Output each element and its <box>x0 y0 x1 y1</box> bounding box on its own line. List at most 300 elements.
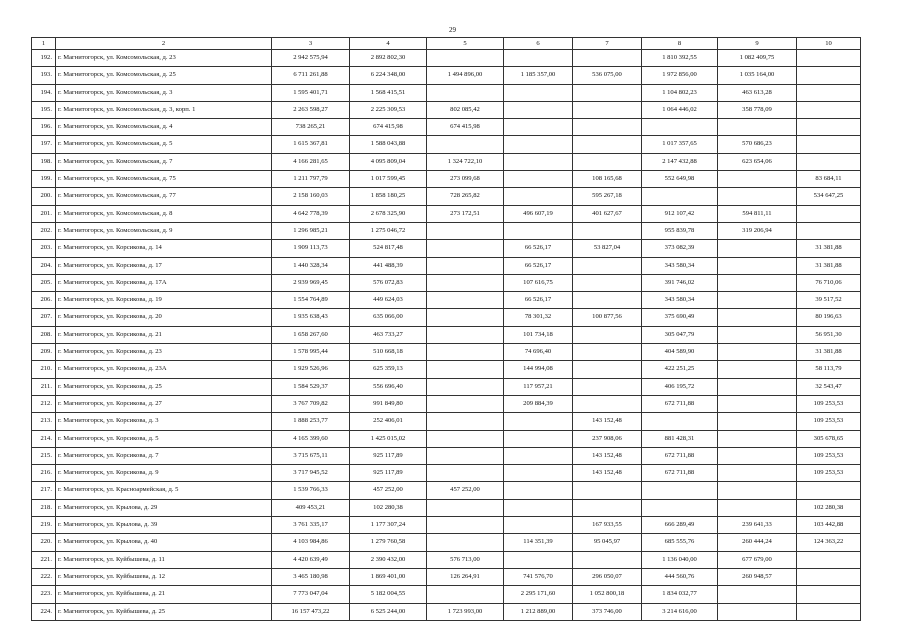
row-number-cell: 215. <box>32 447 56 464</box>
table-row <box>32 378 861 395</box>
table-row <box>32 171 861 188</box>
value-cell <box>427 274 504 291</box>
value-cell: 66 526,17 <box>504 257 573 274</box>
value-cell: 260 444,24 <box>718 534 797 551</box>
value-cell <box>427 344 504 361</box>
row-number-cell: 193. <box>32 67 56 84</box>
value-cell: 343 580,34 <box>642 257 718 274</box>
value-cell <box>427 257 504 274</box>
column-header-1: 1 <box>32 38 56 50</box>
value-cell <box>504 50 573 67</box>
address-cell: г. Магнитогорск, ул. Корсикова, д. 27 <box>56 395 272 412</box>
row-number-cell: 214. <box>32 430 56 447</box>
row-number-cell: 203. <box>32 240 56 257</box>
value-cell <box>427 361 504 378</box>
value-cell <box>797 222 861 239</box>
value-cell <box>504 430 573 447</box>
value-cell <box>718 378 797 395</box>
value-cell <box>718 292 797 309</box>
table-row <box>32 430 861 447</box>
value-cell <box>718 482 797 499</box>
value-cell <box>573 136 642 153</box>
value-cell: 1 296 985,21 <box>272 222 350 239</box>
table-row <box>32 205 861 222</box>
value-cell <box>797 84 861 101</box>
row-number-cell: 220. <box>32 534 56 551</box>
value-cell <box>573 378 642 395</box>
value-cell: 167 933,55 <box>573 517 642 534</box>
value-cell: 2 892 802,30 <box>350 50 427 67</box>
value-cell: 552 649,98 <box>642 171 718 188</box>
value-cell: 2 390 432,00 <box>350 551 427 568</box>
value-cell: 2 939 969,45 <box>272 274 350 291</box>
value-cell: 1 494 896,00 <box>427 67 504 84</box>
table-row <box>32 119 861 136</box>
value-cell <box>718 119 797 136</box>
value-cell <box>718 309 797 326</box>
value-cell <box>573 101 642 118</box>
value-cell: 80 196,63 <box>797 309 861 326</box>
value-cell: 31 381,88 <box>797 240 861 257</box>
value-cell: 74 696,40 <box>504 344 573 361</box>
value-cell: 401 627,67 <box>573 205 642 222</box>
address-cell: г. Магнитогорск, ул. Комсомольская, д. 5 <box>56 136 272 153</box>
value-cell: 117 957,21 <box>504 378 573 395</box>
table-row <box>32 50 861 67</box>
value-cell: 674 415,98 <box>427 119 504 136</box>
address-cell: г. Магнитогорск, ул. Куйбышева, д. 12 <box>56 568 272 585</box>
value-cell: 143 152,48 <box>573 465 642 482</box>
value-cell: 53 827,04 <box>573 240 642 257</box>
value-cell: 305 678,65 <box>797 430 861 447</box>
value-cell: 1 185 357,00 <box>504 67 573 84</box>
value-cell <box>718 274 797 291</box>
value-cell: 143 152,48 <box>573 413 642 430</box>
value-cell <box>718 603 797 620</box>
value-cell: 1 324 722,10 <box>427 153 504 170</box>
value-cell: 441 488,39 <box>350 257 427 274</box>
address-cell: г. Магнитогорск, ул. Комсомольская, д. 23 <box>56 50 272 67</box>
row-number-cell: 194. <box>32 84 56 101</box>
row-number-cell: 198. <box>32 153 56 170</box>
column-header-6: 6 <box>504 38 573 50</box>
table-row <box>32 222 861 239</box>
row-number-cell: 201. <box>32 205 56 222</box>
value-cell <box>504 465 573 482</box>
value-cell <box>427 50 504 67</box>
value-cell: 273 172,51 <box>427 205 504 222</box>
value-cell <box>504 188 573 205</box>
value-cell: 496 607,19 <box>504 205 573 222</box>
table-row <box>32 395 861 412</box>
column-header-4: 4 <box>350 38 427 50</box>
value-cell <box>573 551 642 568</box>
table-row <box>32 517 861 534</box>
value-cell <box>573 344 642 361</box>
value-cell <box>504 136 573 153</box>
value-cell: 1 595 401,71 <box>272 84 350 101</box>
address-cell: г. Магнитогорск, ул. Комсомольская, д. 8 <box>56 205 272 222</box>
value-cell: 4 642 778,39 <box>272 205 350 222</box>
value-cell <box>427 326 504 343</box>
value-cell: 319 206,94 <box>718 222 797 239</box>
value-cell: 576 713,00 <box>427 551 504 568</box>
value-cell: 457 252,00 <box>427 482 504 499</box>
value-cell: 1 017 599,45 <box>350 171 427 188</box>
table-row <box>32 136 861 153</box>
row-number-cell: 207. <box>32 309 56 326</box>
value-cell: 6 525 244,00 <box>350 603 427 620</box>
row-number-cell: 197. <box>32 136 56 153</box>
address-cell: г. Магнитогорск, ул. Комсомольская, д. 7 <box>56 153 272 170</box>
value-cell: 677 679,00 <box>718 551 797 568</box>
value-cell: 1 888 253,77 <box>272 413 350 430</box>
column-header-9: 9 <box>718 38 797 50</box>
table-row <box>32 84 861 101</box>
value-cell: 463 613,28 <box>718 84 797 101</box>
table-row <box>32 586 861 603</box>
value-cell <box>573 119 642 136</box>
value-cell: 1 584 529,37 <box>272 378 350 395</box>
address-cell: г. Магнитогорск, ул. Корсикова, д. 7 <box>56 447 272 464</box>
value-cell <box>573 499 642 516</box>
value-cell <box>427 84 504 101</box>
value-cell: 1 082 409,75 <box>718 50 797 67</box>
value-cell <box>573 395 642 412</box>
column-header-3: 3 <box>272 38 350 50</box>
row-number-cell: 221. <box>32 551 56 568</box>
value-cell <box>504 517 573 534</box>
value-cell: 2 295 171,60 <box>504 586 573 603</box>
value-cell: 83 684,11 <box>797 171 861 188</box>
address-cell: г. Магнитогорск, ул. Комсомольская, д. 75 <box>56 171 272 188</box>
value-cell: 1 568 415,51 <box>350 84 427 101</box>
value-cell: 6 711 261,88 <box>272 67 350 84</box>
table-row <box>32 413 861 430</box>
value-cell: 102 280,38 <box>350 499 427 516</box>
table-row <box>32 447 861 464</box>
value-cell: 1 972 856,00 <box>642 67 718 84</box>
value-cell: 1 104 802,23 <box>642 84 718 101</box>
value-cell <box>797 119 861 136</box>
value-cell: 100 877,56 <box>573 309 642 326</box>
value-cell <box>504 101 573 118</box>
value-cell <box>642 413 718 430</box>
value-cell <box>573 482 642 499</box>
value-cell: 144 994,08 <box>504 361 573 378</box>
value-cell <box>718 171 797 188</box>
table-row <box>32 568 861 585</box>
value-cell <box>504 153 573 170</box>
table-row <box>32 274 861 291</box>
value-cell: 1 035 164,00 <box>718 67 797 84</box>
value-cell <box>427 292 504 309</box>
table-row <box>32 344 861 361</box>
table-row <box>32 361 861 378</box>
value-cell: 2 147 432,88 <box>642 153 718 170</box>
value-cell: 296 050,07 <box>573 568 642 585</box>
value-cell: 108 165,68 <box>573 171 642 188</box>
value-cell: 1 810 392,55 <box>642 50 718 67</box>
value-cell: 738 265,21 <box>272 119 350 136</box>
value-cell: 1 869 401,00 <box>350 568 427 585</box>
value-cell: 1 425 015,02 <box>350 430 427 447</box>
value-cell: 143 152,48 <box>573 447 642 464</box>
value-cell <box>797 67 861 84</box>
value-cell: 991 849,80 <box>350 395 427 412</box>
value-cell: 1 588 043,88 <box>350 136 427 153</box>
address-cell: г. Магнитогорск, ул. Корсикова, д. 5 <box>56 430 272 447</box>
value-cell: 109 253,53 <box>797 395 861 412</box>
table-row <box>32 292 861 309</box>
table-row <box>32 101 861 118</box>
value-cell: 1 578 995,44 <box>272 344 350 361</box>
table-row <box>32 153 861 170</box>
value-cell <box>427 517 504 534</box>
value-cell <box>718 499 797 516</box>
table-row <box>32 309 861 326</box>
value-cell: 32 543,47 <box>797 378 861 395</box>
value-cell <box>797 101 861 118</box>
value-cell <box>797 551 861 568</box>
value-cell: 31 381,88 <box>797 344 861 361</box>
value-cell: 406 195,72 <box>642 378 718 395</box>
address-cell: г. Магнитогорск, ул. Комсомольская, д. 4 <box>56 119 272 136</box>
address-cell: г. Магнитогорск, ул. Куйбышева, д. 21 <box>56 586 272 603</box>
address-cell: г. Магнитогорск, ул. Крылова, д. 40 <box>56 534 272 551</box>
value-cell: 912 107,42 <box>642 205 718 222</box>
page-number: 29 <box>449 26 456 34</box>
row-number-cell: 223. <box>32 586 56 603</box>
row-number-cell: 208. <box>32 326 56 343</box>
address-cell: г. Магнитогорск, ул. Корсикова, д. 9 <box>56 465 272 482</box>
value-cell: 672 711,88 <box>642 395 718 412</box>
value-cell: 109 253,53 <box>797 447 861 464</box>
value-cell: 1 909 113,73 <box>272 240 350 257</box>
value-cell: 391 746,02 <box>642 274 718 291</box>
value-cell <box>504 222 573 239</box>
value-cell: 3 214 616,00 <box>642 603 718 620</box>
row-number-cell: 211. <box>32 378 56 395</box>
value-cell: 1 211 797,79 <box>272 171 350 188</box>
value-cell: 1 017 357,65 <box>642 136 718 153</box>
value-cell: 5 182 004,55 <box>350 586 427 603</box>
value-cell: 925 117,89 <box>350 447 427 464</box>
value-cell: 3 761 335,17 <box>272 517 350 534</box>
value-cell: 3 717 945,52 <box>272 465 350 482</box>
value-cell: 457 252,00 <box>350 482 427 499</box>
value-cell <box>718 257 797 274</box>
value-cell: 4 095 809,04 <box>350 153 427 170</box>
value-cell: 1 935 638,43 <box>272 309 350 326</box>
table-body <box>32 50 861 621</box>
table-row <box>32 499 861 516</box>
address-cell: г. Магнитогорск, ул. Корсикова, д. 17 <box>56 257 272 274</box>
value-cell <box>718 586 797 603</box>
value-cell: 16 157 473,22 <box>272 603 350 620</box>
value-cell: 3 767 709,82 <box>272 395 350 412</box>
value-cell: 39 517,52 <box>797 292 861 309</box>
value-cell: 1 440 328,34 <box>272 257 350 274</box>
value-cell: 109 253,53 <box>797 465 861 482</box>
value-cell: 4 166 281,65 <box>272 153 350 170</box>
value-cell: 536 075,00 <box>573 67 642 84</box>
value-cell <box>718 447 797 464</box>
value-cell <box>718 344 797 361</box>
address-cell: г. Магнитогорск, ул. Корсикова, д. 17А <box>56 274 272 291</box>
row-number-cell: 199. <box>32 171 56 188</box>
value-cell: 107 616,75 <box>504 274 573 291</box>
value-cell: 444 560,76 <box>642 568 718 585</box>
value-cell: 594 811,11 <box>718 205 797 222</box>
value-cell <box>797 153 861 170</box>
value-cell: 58 113,79 <box>797 361 861 378</box>
value-cell <box>797 568 861 585</box>
table-row <box>32 482 861 499</box>
value-cell <box>718 188 797 205</box>
value-cell: 2 158 160,03 <box>272 188 350 205</box>
address-cell: г. Магнитогорск, ул. Комсомольская, д. 25 <box>56 67 272 84</box>
value-cell: 510 668,18 <box>350 344 427 361</box>
value-cell: 2 263 598,27 <box>272 101 350 118</box>
row-number-cell: 218. <box>32 499 56 516</box>
table-row <box>32 257 861 274</box>
row-number-cell: 195. <box>32 101 56 118</box>
row-number-cell: 222. <box>32 568 56 585</box>
address-cell: г. Магнитогорск, ул. Комсомольская, д. 9 <box>56 222 272 239</box>
value-cell <box>504 413 573 430</box>
value-cell: 685 555,76 <box>642 534 718 551</box>
value-cell <box>427 222 504 239</box>
value-cell: 373 082,39 <box>642 240 718 257</box>
value-cell <box>573 326 642 343</box>
value-cell: 534 647,25 <box>797 188 861 205</box>
value-cell: 1 064 446,02 <box>642 101 718 118</box>
row-number-cell: 219. <box>32 517 56 534</box>
value-cell: 524 817,48 <box>350 240 427 257</box>
data-table <box>31 37 861 621</box>
value-cell: 124 363,22 <box>797 534 861 551</box>
column-header-10: 10 <box>797 38 861 50</box>
row-number-cell: 209. <box>32 344 56 361</box>
value-cell: 109 253,53 <box>797 413 861 430</box>
value-cell: 358 778,09 <box>718 101 797 118</box>
value-cell: 1 834 032,77 <box>642 586 718 603</box>
row-number-cell: 213. <box>32 413 56 430</box>
value-cell: 672 711,88 <box>642 447 718 464</box>
value-cell <box>797 136 861 153</box>
value-cell <box>718 361 797 378</box>
row-number-cell: 224. <box>32 603 56 620</box>
address-cell: г. Магнитогорск, ул. Корсикова, д. 3 <box>56 413 272 430</box>
value-cell <box>504 551 573 568</box>
value-cell: 741 576,70 <box>504 568 573 585</box>
value-cell <box>427 309 504 326</box>
address-cell: г. Магнитогорск, ул. Комсомольская, д. 3 <box>56 84 272 101</box>
address-cell: г. Магнитогорск, ул. Комсомольская, д. 3, корп. 1 <box>56 101 272 118</box>
value-cell: 7 773 047,04 <box>272 586 350 603</box>
value-cell: 4 420 639,49 <box>272 551 350 568</box>
value-cell <box>642 188 718 205</box>
address-cell: г. Магнитогорск, ул. Корсикова, д. 21 <box>56 326 272 343</box>
value-cell: 4 103 984,86 <box>272 534 350 551</box>
value-cell: 570 686,23 <box>718 136 797 153</box>
value-cell: 955 839,78 <box>642 222 718 239</box>
value-cell: 728 265,82 <box>427 188 504 205</box>
table-row <box>32 326 861 343</box>
row-number-cell: 202. <box>32 222 56 239</box>
value-cell <box>797 482 861 499</box>
value-cell: 56 951,30 <box>797 326 861 343</box>
value-cell: 2 225 309,53 <box>350 101 427 118</box>
value-cell: 409 453,21 <box>272 499 350 516</box>
value-cell: 672 711,88 <box>642 465 718 482</box>
address-cell: г. Магнитогорск, ул. Крылова, д. 39 <box>56 517 272 534</box>
row-number-cell: 200. <box>32 188 56 205</box>
value-cell <box>427 447 504 464</box>
value-cell <box>573 361 642 378</box>
value-cell: 6 224 348,00 <box>350 67 427 84</box>
row-number-cell: 212. <box>32 395 56 412</box>
value-cell <box>573 84 642 101</box>
address-cell: г. Магнитогорск, ул. Комсомольская, д. 77 <box>56 188 272 205</box>
value-cell: 674 415,98 <box>350 119 427 136</box>
value-cell <box>504 119 573 136</box>
column-header-2: 2 <box>56 38 272 50</box>
value-cell: 3 465 180,98 <box>272 568 350 585</box>
row-number-cell: 192. <box>32 50 56 67</box>
value-cell: 66 526,17 <box>504 240 573 257</box>
value-cell <box>504 447 573 464</box>
value-cell <box>573 222 642 239</box>
value-cell: 1 279 760,58 <box>350 534 427 551</box>
value-cell: 237 908,06 <box>573 430 642 447</box>
value-cell: 422 251,25 <box>642 361 718 378</box>
column-header-5: 5 <box>427 38 504 50</box>
value-cell <box>718 395 797 412</box>
row-number-cell: 216. <box>32 465 56 482</box>
value-cell <box>427 465 504 482</box>
value-cell <box>427 586 504 603</box>
value-cell: 1 052 800,18 <box>573 586 642 603</box>
value-cell <box>427 240 504 257</box>
value-cell: 114 351,39 <box>504 534 573 551</box>
value-cell: 260 948,57 <box>718 568 797 585</box>
value-cell <box>504 499 573 516</box>
address-cell: г. Магнитогорск, ул. Корсикова, д. 14 <box>56 240 272 257</box>
table-row <box>32 240 861 257</box>
value-cell: 1 177 307,24 <box>350 517 427 534</box>
address-cell: г. Магнитогорск, ул. Красноармейская, д. 5 <box>56 482 272 499</box>
row-number-cell: 206. <box>32 292 56 309</box>
value-cell: 623 654,06 <box>718 153 797 170</box>
value-cell <box>427 136 504 153</box>
value-cell: 78 301,32 <box>504 309 573 326</box>
value-cell <box>718 240 797 257</box>
value-cell <box>427 378 504 395</box>
value-cell <box>718 430 797 447</box>
value-cell: 2 942 575,94 <box>272 50 350 67</box>
value-cell <box>427 395 504 412</box>
value-cell: 595 267,18 <box>573 188 642 205</box>
row-number-cell: 210. <box>32 361 56 378</box>
address-cell: г. Магнитогорск, ул. Корсикова, д. 25 <box>56 378 272 395</box>
value-cell: 1 723 993,00 <box>427 603 504 620</box>
value-cell: 1 275 046,72 <box>350 222 427 239</box>
value-cell: 305 047,79 <box>642 326 718 343</box>
address-cell: г. Магнитогорск, ул. Куйбышева, д. 25 <box>56 603 272 620</box>
value-cell <box>573 257 642 274</box>
